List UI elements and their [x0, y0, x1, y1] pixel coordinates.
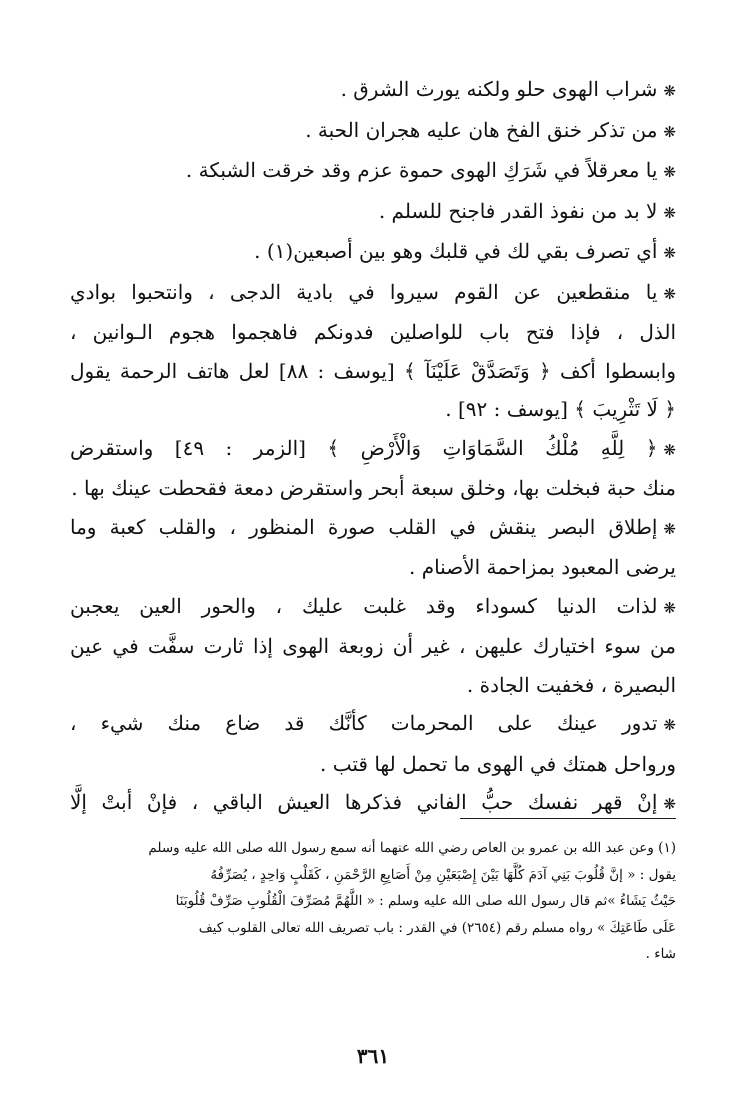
text-line: ❋﴿ لِلَّهِ مُلْكُ السَّمَاوَاتِ وَالْأَرْضِ ﴾ [الزمر : ٤٩] واستقرض: [70, 435, 676, 460]
footnote-line: عَلَى طَاعَتِكَ » رواه مسلم رقم (٢٦٥٤) في القدر : باب تصريف الله تعالى القلوب كيف: [198, 919, 676, 936]
asterism-icon: ❋: [663, 203, 676, 222]
footnote-separator: [460, 818, 676, 819]
asterism-icon: ❋: [663, 122, 676, 141]
asterism-icon: ❋: [663, 795, 676, 813]
asterism-icon: ❋: [663, 519, 676, 538]
asterism-icon: ❋: [663, 716, 676, 734]
main-text: [70, 70, 676, 824]
text-line: البصيرة ، فخفيت الجادة .: [466, 672, 676, 697]
footnote-line: يقول : « إنَّ قُلُوبَ بَنِي آدَمَ كُلَّهَا بَيْنَ إِصْبَعَيْنِ مِنْ أَصَابِعِ الرَّحْمَنِ ، كَقَلْبٍ وَاحِدٍ ، يُصَرِّفُهُ: [210, 866, 676, 883]
text-line: ﴿ لَا تَثْرِيبَ ﴾ [يوسف : ٩٢] .: [445, 397, 676, 421]
asterism-icon: ❋: [663, 440, 676, 459]
text-line: منك حبة فبخلت بها، وخلق سبعة أبحر واستقرض دمعة فقحطت عينك بها .: [71, 476, 676, 500]
footnote-line: حَيْثُ يَشَاءُ »ثم قال رسول الله صلى الله عليه وسلم : « اللَّهُمَّ مُصَرِّفَ الْقُلُوبِ صَرِّفْ قُلُوبَنَا: [175, 893, 676, 909]
footnotes: [70, 835, 676, 968]
footnote-line: (١) وعن عبد الله بن عمرو بن العاص رضي الله عنهما أنه سمع رسول الله صلى الله عليه وسلم: [148, 840, 676, 856]
asterism-icon: ❋: [663, 244, 676, 262]
text-line: ❋يا معرقلاً في شَرَكِ الهوى حموة عزم وقد خرقت الشبكة .: [185, 158, 676, 182]
text-line: وابسطوا أكف ﴿ وَتَصَدَّقْ عَلَيْنَآ ﴾ [يوسف : ٨٨] لعل هاتف الرحمة يقول: [70, 358, 676, 383]
text-line: ❋تدور عينك على المحرمات كأنَّك قد ضاع منك شيء ،: [70, 711, 676, 735]
text-line: يرضى المعبود بمزاحمة الأصنام .: [408, 555, 676, 579]
asterism-icon: ❋: [663, 82, 676, 100]
asterism-icon: ❋: [663, 284, 676, 303]
text-line: ❋إطلاق البصر ينقش في القلب صورة المنظور ، والقلب كعبة وما: [70, 514, 676, 539]
footnote-line: شاء .: [645, 946, 676, 962]
text-line: ❋من تذكر خنق الفخ هان عليه هجران الحبة .: [305, 117, 676, 142]
text-line: ❋شراب الهوى حلو ولكنه يورث الشرق .: [340, 77, 676, 101]
text-line: الذل ، فإذا فتح باب للواصلين فدونكم فاهجموا هجوم الـوانين ،: [70, 320, 676, 344]
text-line: ❋إنْ قهر نفسك حبُّ الفاني فذكرها العيش الباقي ، فإنْ أبتْ إلَّا: [70, 790, 676, 814]
text-line: ورواحل همتك في الهوى ما تحمل لها قتب .: [320, 751, 676, 776]
page-number: ٣٦١: [356, 1044, 390, 1068]
text-line: من سوء اختيارك عليهن ، غير أن زوبعة الهوى إذا ثارت سفَّت في عين: [70, 634, 676, 658]
text-line: ❋لذات الدنيا كسوداء وقد غلبت عليك ، والحور العين يعجبن: [70, 593, 676, 618]
asterism-icon: ❋: [663, 163, 676, 181]
text-line: ❋يا منقطعين عن القوم سيروا في بادية الدجى ، وانتحبوا بوادي: [70, 279, 676, 304]
text-line: ❋أي تصرف بقي لك في قلبك وهو بين أصبعين(١) .: [254, 239, 676, 263]
text-line: ❋لا بد من نفوذ القدر فاجنح للسلم .: [378, 198, 676, 223]
asterism-icon: ❋: [663, 598, 676, 617]
